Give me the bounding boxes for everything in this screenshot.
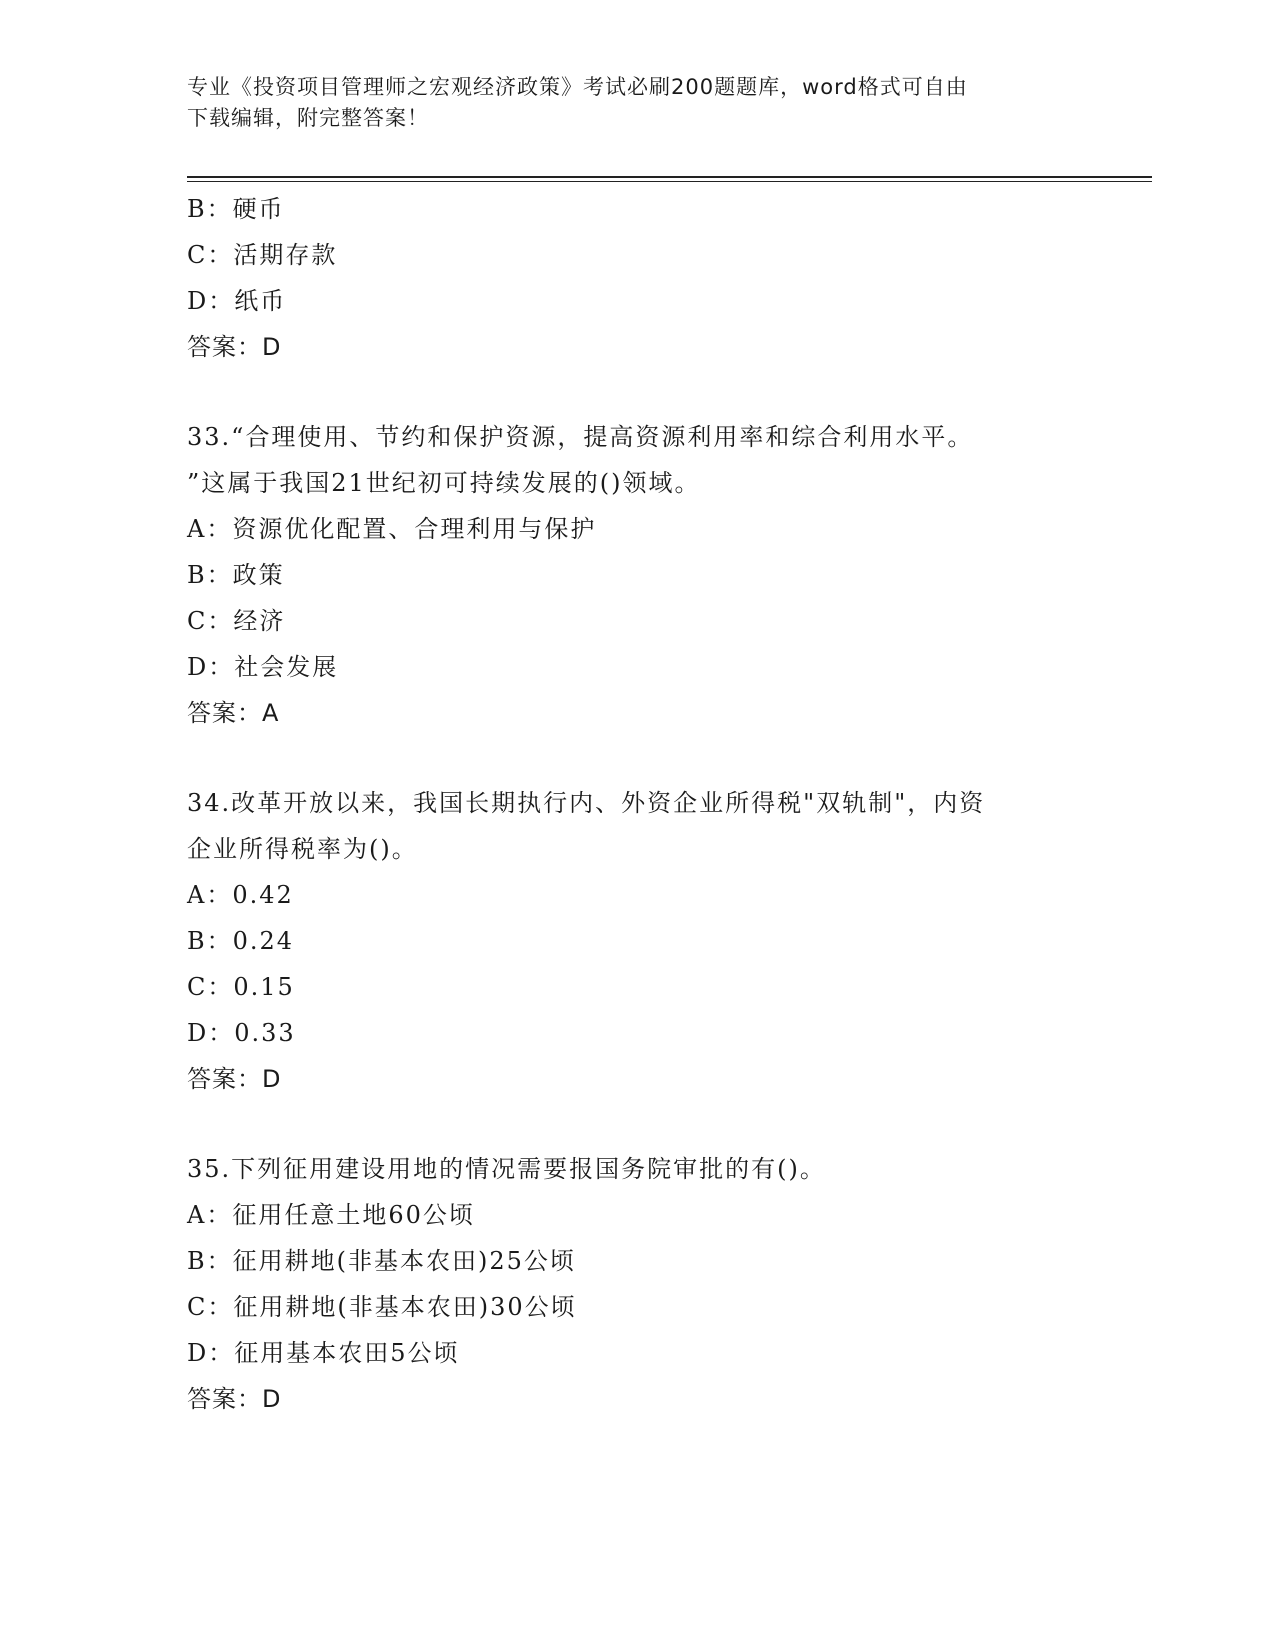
option-d: D：社会发展 (187, 653, 339, 681)
option-b: B：硬币 (187, 195, 285, 223)
question-text: 35.下列征用建设用地的情况需要报国务院审批的有()。 (187, 1155, 826, 1183)
option-d: D：0.33 (187, 1019, 296, 1047)
question-text-cont: 企业所得税率为()。 (187, 835, 418, 863)
prev-question-block (187, 186, 1152, 370)
option-a: A：0.42 (187, 881, 294, 909)
answer-line: 答案：D (187, 333, 282, 361)
option-d: D：征用基本农田5公顷 (187, 1339, 460, 1367)
answer-line: 答案：A (187, 699, 280, 727)
option-b: B：征用耕地(非基本农田)25公顷 (187, 1247, 576, 1275)
option-c: C：征用耕地(非基本农田)30公顷 (187, 1293, 577, 1321)
option-c: C：0.15 (187, 973, 295, 1001)
question-block-34 (187, 780, 1152, 1102)
question-text-cont: ”这属于我国21世纪初可持续发展的()领域。 (187, 469, 701, 497)
option-b: B：0.24 (187, 927, 295, 955)
option-b: B：政策 (187, 561, 285, 589)
header-divider-thick (187, 176, 1152, 178)
answer-line: 答案：D (187, 1385, 282, 1413)
option-c: C：经济 (187, 607, 286, 635)
option-a: A：资源优化配置、合理利用与保护 (187, 515, 597, 543)
question-block-33 (187, 414, 1152, 736)
question-text: 34.改革开放以来，我国长期执行内、外资企业所得税"双轨制"，内资 (187, 789, 986, 817)
question-block-35 (187, 1146, 1152, 1422)
option-d: D：纸币 (187, 287, 287, 315)
document-content (187, 186, 1152, 1422)
header-line-2: 下载编辑，附完整答案！ (187, 106, 429, 130)
option-c: C：活期存款 (187, 241, 338, 269)
document-header (187, 72, 1067, 134)
header-divider-thin (187, 181, 1152, 182)
header-line-1: 专业《投资项目管理师之宏观经济政策》考试必刷200题题库，word格式可自由 (187, 75, 968, 99)
answer-line: 答案：D (187, 1065, 282, 1093)
question-text: 33.“合理使用、节约和保护资源，提高资源利用率和综合利用水平。 (187, 423, 974, 451)
option-a: A：征用任意土地60公顷 (187, 1201, 475, 1229)
